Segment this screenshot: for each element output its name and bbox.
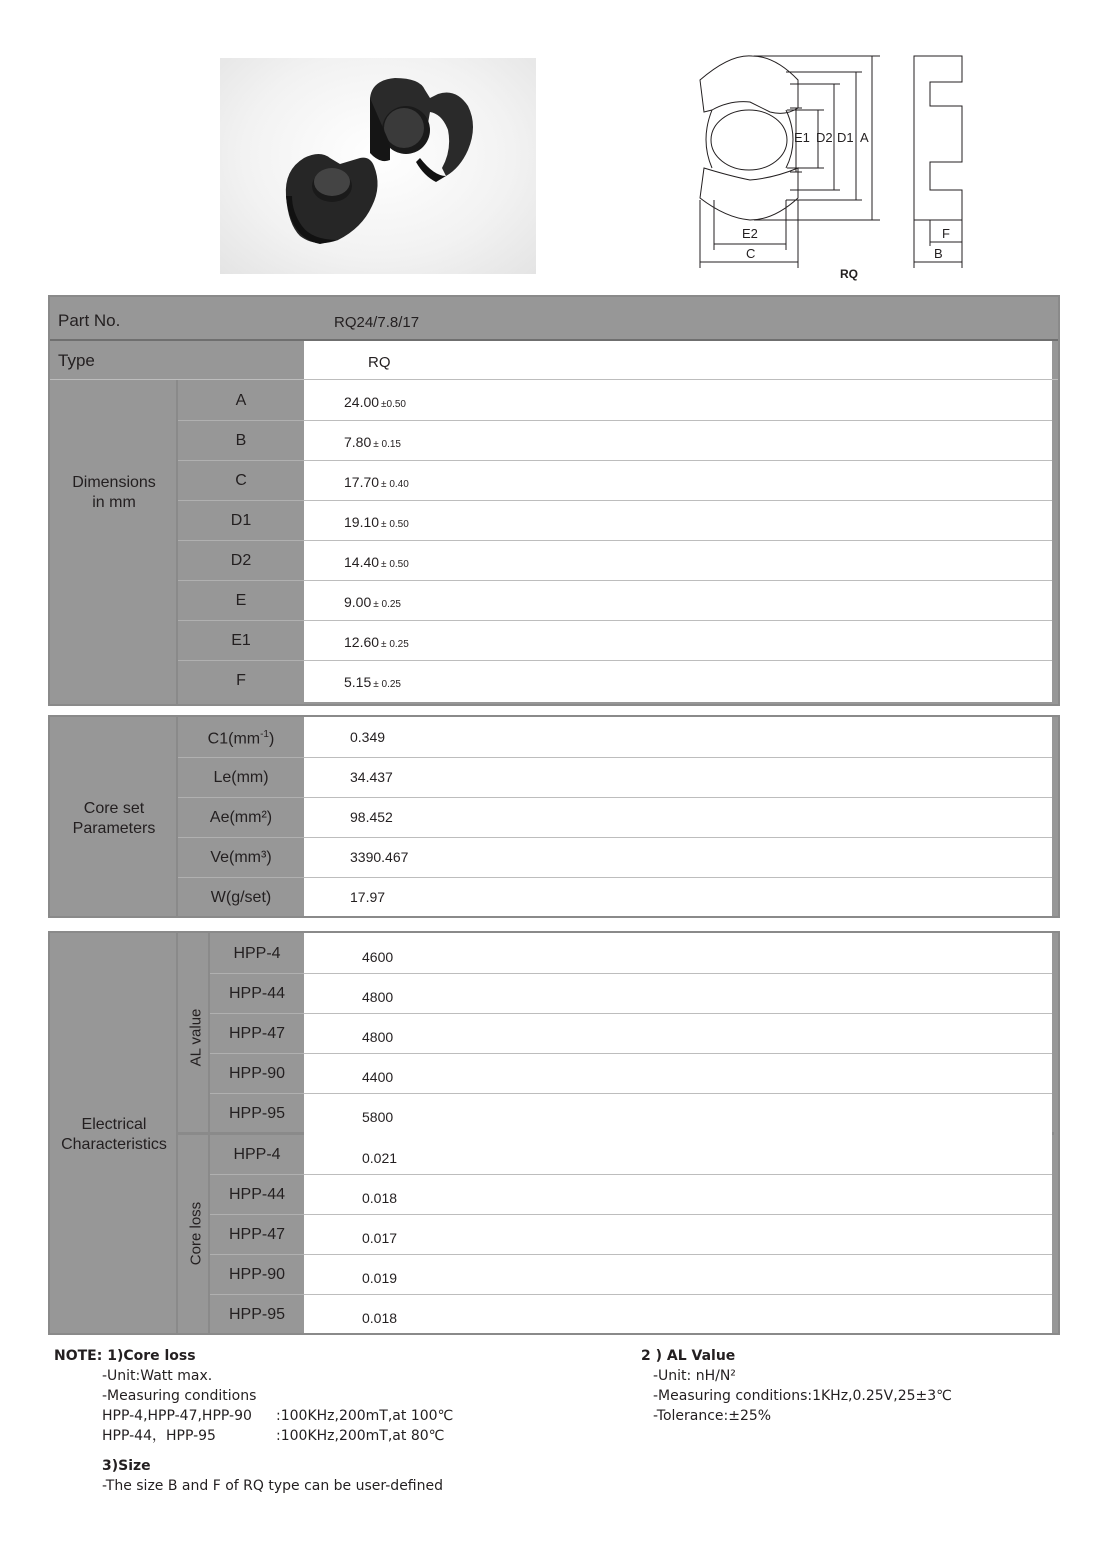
loss-value: 0.021	[362, 1150, 398, 1166]
core-param-name-text: Le(mm)	[213, 769, 269, 786]
dimension-tolerance: ± 0.25	[381, 639, 409, 650]
core-param-value: 0.349	[350, 729, 386, 745]
row-divider	[210, 1053, 304, 1054]
dimension-name: E1	[231, 632, 251, 649]
dimension-tolerance: ± 0.25	[373, 679, 401, 690]
row-divider	[304, 1053, 1052, 1054]
core-param-value: 98.452	[350, 809, 393, 825]
row-divider	[304, 420, 1052, 421]
core-param-name	[178, 769, 304, 787]
core-param-name	[178, 849, 304, 867]
loss-material: HPP-47	[228, 1226, 286, 1243]
core-param-superscript: -1	[260, 729, 269, 740]
al-value-label: AL value	[187, 1008, 205, 1067]
part-row	[50, 297, 1058, 341]
row-divider	[304, 1214, 1052, 1215]
dimension-nominal: 17.70	[344, 474, 380, 490]
al-material: HPP-90	[228, 1065, 286, 1082]
notes-left	[54, 1346, 614, 1496]
row-divider	[304, 1254, 1052, 1255]
al-material: HPP-4	[233, 945, 281, 962]
dimension-nominal: 19.10	[344, 514, 380, 530]
al-value: 4800	[362, 989, 394, 1005]
electrical-values	[304, 933, 1052, 1333]
note1-line-unit: -Unit:Watt max.	[102, 1368, 213, 1384]
row-divider	[304, 660, 1052, 661]
core-params-table	[48, 715, 1060, 918]
al-value: 4400	[362, 1069, 394, 1085]
cond1-materials: HPP-4,HPP-47,HPP-90	[102, 1408, 252, 1424]
dimension-nominal: 5.15	[344, 674, 372, 690]
row-divider	[178, 580, 304, 581]
dimension-name: C	[235, 472, 247, 489]
label-e2: E2	[742, 226, 758, 241]
label-d2: D2	[816, 130, 833, 145]
dimensions-values	[304, 380, 1052, 702]
core-loss-label: Core loss	[187, 1201, 205, 1266]
row-divider	[178, 877, 304, 878]
loss-material: HPP-44	[228, 1186, 286, 1203]
dimension-tolerance: ± 0.25	[373, 599, 401, 610]
loss-value: 0.018	[362, 1310, 398, 1326]
dimension-value	[344, 514, 409, 530]
dimension-value	[344, 474, 409, 490]
row-divider	[178, 757, 304, 758]
row-divider	[304, 1174, 1052, 1175]
row-divider	[304, 877, 1052, 878]
core-param-value: 34.437	[350, 769, 393, 785]
dimension-name: E	[235, 592, 247, 609]
note1-title: NOTE: 1)Core loss	[54, 1348, 196, 1364]
core-param-name-text: C1(mm	[207, 730, 261, 748]
dimension-value	[344, 434, 401, 450]
type-label: Type	[58, 351, 95, 370]
label-f: F	[942, 226, 950, 241]
core-param-value: 3390.467	[350, 849, 409, 865]
core-param-name	[178, 729, 304, 748]
dimension-name: F	[236, 672, 246, 689]
core-values	[304, 717, 1052, 916]
dimension-nominal: 14.40	[344, 554, 380, 570]
row-divider	[304, 973, 1052, 974]
core-param-name-text: W(g/set)	[210, 889, 272, 906]
row-divider	[210, 1093, 304, 1094]
dimension-tolerance: ±0.50	[381, 399, 406, 410]
row-divider	[178, 620, 304, 621]
notes-right	[641, 1346, 1061, 1426]
note2-line-unit: -Unit: nH/N²	[653, 1368, 736, 1384]
dimension-tolerance: ± 0.50	[381, 519, 409, 530]
note3-title: 3)Size	[102, 1458, 151, 1474]
note2-line-cond: -Measuring conditions:1KHz,0.25V,25±3℃	[653, 1388, 952, 1404]
core-param-name-text: Ve(mm³)	[210, 849, 272, 866]
label-c: C	[746, 246, 756, 261]
dimension-tolerance: ± 0.50	[381, 559, 409, 570]
dimension-diagram	[690, 50, 980, 290]
row-divider	[178, 420, 304, 421]
row-divider	[178, 500, 304, 501]
al-value: 5800	[362, 1109, 394, 1125]
type-value-cell	[304, 341, 1052, 379]
row-divider	[178, 660, 304, 661]
cond1-values: :100KHz,200mT,at 100℃	[276, 1408, 454, 1424]
core-param-name	[178, 809, 304, 827]
note2-line-tol: -Tolerance:±25%	[653, 1408, 772, 1424]
row-divider	[304, 1294, 1052, 1295]
dimension-name: B	[235, 432, 247, 449]
row-divider	[304, 620, 1052, 621]
row-divider	[178, 540, 304, 541]
dimension-value	[344, 674, 401, 690]
row-divider	[178, 797, 304, 798]
row-divider	[210, 973, 304, 974]
cond2-values: :100KHz,200mT,at 80℃	[276, 1428, 445, 1444]
label-e1: E1	[794, 130, 810, 145]
label-type: RQ	[840, 267, 858, 281]
loss-value: 0.017	[362, 1230, 398, 1246]
row-divider	[304, 757, 1052, 758]
loss-material: HPP-4	[233, 1146, 281, 1163]
dimension-value	[344, 634, 409, 650]
dimension-nominal: 9.00	[344, 594, 372, 610]
label-d1: D1	[837, 130, 854, 145]
al-value: 4600	[362, 949, 394, 965]
dimension-nominal: 12.60	[344, 634, 380, 650]
cond2-materials: HPP-44，HPP-95	[102, 1428, 216, 1444]
row-divider	[304, 837, 1052, 838]
label-a: A	[860, 130, 869, 145]
row-divider	[304, 580, 1052, 581]
al-value: 4800	[362, 1029, 394, 1045]
loss-value: 0.018	[362, 1190, 398, 1206]
row-divider	[304, 540, 1052, 541]
note3-line: -The size B and F of RQ type can be user-defined	[102, 1478, 443, 1494]
core-group-label: Core set Parameters	[72, 800, 156, 837]
al-material: HPP-44	[228, 985, 286, 1002]
row-divider	[304, 1093, 1052, 1094]
row-divider	[304, 460, 1052, 461]
dimension-value	[344, 554, 409, 570]
note2-title: 2 ) AL Value	[641, 1348, 736, 1364]
row-divider	[304, 500, 1052, 501]
row-divider	[210, 1254, 304, 1255]
dimension-tolerance: ± 0.40	[381, 479, 409, 490]
rq-core-image	[220, 58, 536, 274]
row-divider	[304, 797, 1052, 798]
product-photo	[220, 58, 536, 274]
core-param-name-text: Ae(mm²)	[209, 809, 273, 826]
dimension-nominal: 24.00	[344, 394, 380, 410]
part-label: Part No.	[58, 311, 121, 330]
dimension-name: D2	[230, 552, 252, 569]
loss-material: HPP-95	[228, 1306, 286, 1323]
dimensions-table	[48, 295, 1060, 706]
core-param-value: 17.97	[350, 889, 386, 905]
part-value: RQ24/7.8/17	[334, 314, 420, 331]
row-divider	[210, 1174, 304, 1175]
electrical-table	[48, 931, 1060, 1335]
dimension-value	[344, 394, 406, 410]
dimension-nominal: 7.80	[344, 434, 372, 450]
row-divider	[210, 1013, 304, 1014]
row-divider	[210, 1214, 304, 1215]
core-param-name	[178, 889, 304, 907]
row-divider	[304, 1013, 1052, 1014]
core-param-name-end: )	[269, 730, 275, 748]
dimensions-group-label: Dimensions in mm	[72, 474, 156, 511]
dimension-name: D1	[230, 512, 252, 529]
type-value: RQ	[368, 354, 391, 371]
electrical-group-label: Electrical Characteristics	[61, 1116, 167, 1153]
loss-value: 0.019	[362, 1270, 398, 1286]
row-divider	[178, 460, 304, 461]
dimension-tolerance: ± 0.15	[373, 439, 401, 450]
row-divider	[210, 1294, 304, 1295]
loss-material: HPP-90	[228, 1266, 286, 1283]
label-b: B	[934, 246, 943, 261]
dimension-value	[344, 594, 401, 610]
dimension-name: A	[235, 392, 247, 409]
al-material: HPP-47	[228, 1025, 286, 1042]
row-divider	[178, 837, 304, 838]
al-material: HPP-95	[228, 1105, 286, 1122]
note1-line-cond: -Measuring conditions	[102, 1388, 257, 1404]
